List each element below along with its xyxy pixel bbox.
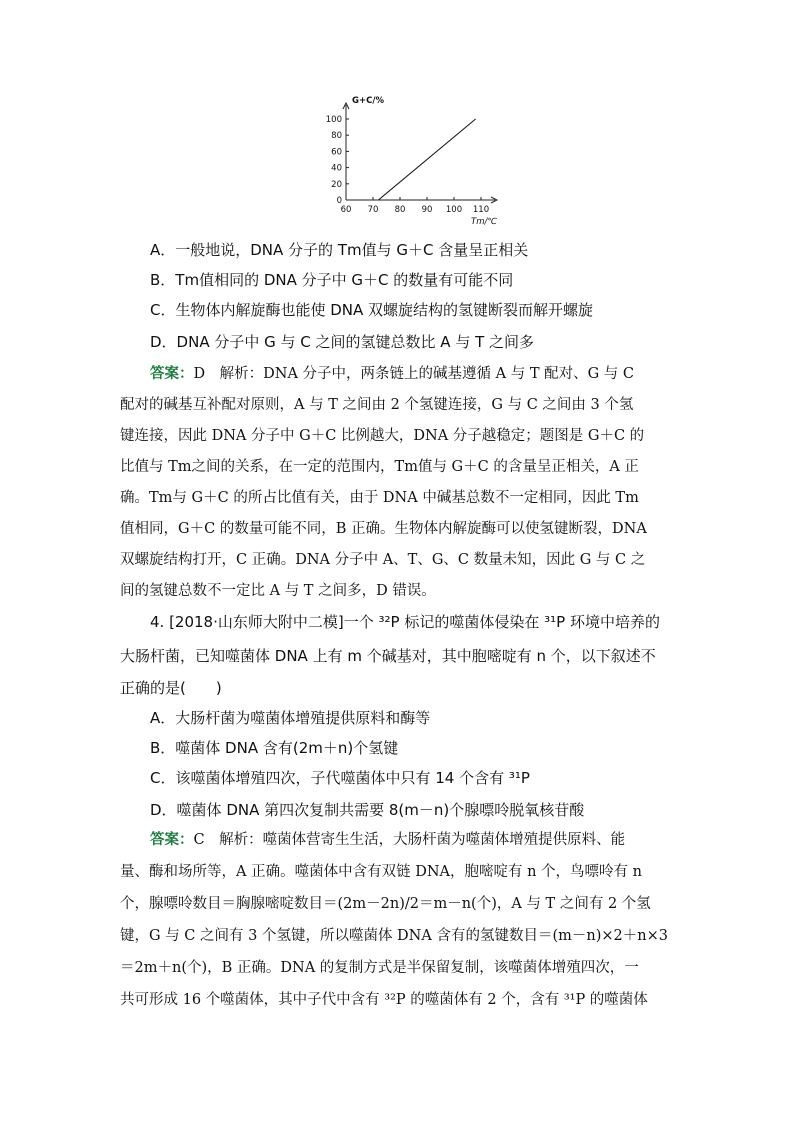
- q4-answer-line-6: 共可形成 16 个噬菌体，其中子代中含有 ³²P 的噬菌体有 2 个，含有 ³¹P 的噬菌体: [120, 992, 648, 1008]
- series-line: [378, 119, 475, 200]
- answer-text: D 解析：DNA 分子中，两条链上的碱基遵循 A 与 T 配对、G 与 C: [193, 366, 634, 382]
- x-tick-label: 60: [340, 205, 352, 215]
- tm-gc-chart: [318, 92, 508, 232]
- q4-answer-line-5: ＝2m＋n(个)，B 正确。DNA 的复制方式是半保留复制，该噬菌体增殖四次，一: [120, 960, 639, 976]
- y-tick-label: 60: [331, 147, 342, 158]
- q3-answer-line-4: 比值与 Tm之间的关系，在一定的范围内，Tm值与 G＋C 的含量呈正相关，A 正: [120, 459, 639, 475]
- q4-option-a: A．大肠杆菌为噬菌体增殖提供原料和酶等: [150, 709, 431, 727]
- q3-answer-line-1: [150, 364, 634, 384]
- q4-answer-line-3: 个，腺嘌呤数目＝胸腺嘧啶数目＝(2m－2n)/2＝m－n(个)，A 与 T 之间有 2 个氢: [120, 896, 651, 912]
- q4-stem-line-2: 大肠杆菌，已知噬菌体 DNA 上有 m 个碱基对，其中胞嘧啶有 n 个，以下叙述不: [120, 647, 656, 665]
- y-tick-label: 20: [331, 179, 342, 190]
- answer-text: C 解析：噬菌体营寄生生活，大肠杆菌为噬菌体增殖提供原料、能: [193, 832, 626, 848]
- y-axis-label: G+C/%: [352, 96, 384, 106]
- q3-option-d: D．DNA 分子中 G 与 C 之间的氢键总数比 A 与 T 之间多: [150, 333, 535, 351]
- q3-answer-line-6: 值相同，G＋C 的数量可能不同，B 正确。生物体内解旋酶可以使氢键断裂，DNA: [120, 521, 647, 537]
- q4-option-b: B．噬菌体 DNA 含有(2m＋n)个氢键: [150, 739, 399, 757]
- q3-answer-line-2: 配对的碱基互补配对原则，A 与 T 之间由 2 个氢键连接，G 与 C 之间由 3 个氢: [120, 397, 634, 413]
- q4-answer-line-1: [150, 830, 625, 850]
- x-tick-label: 90: [421, 205, 433, 215]
- q3-answer-line-7: 双螺旋结构打开，C 正确。DNA 分子中 A、T、G、C 数量未知，因此 G 与 C 之: [120, 552, 646, 568]
- y-tick-label: 40: [331, 163, 342, 174]
- q3-option-a: A．一般地说，DNA 分子的 Tm值与 G＋C 含量呈正相关: [150, 241, 529, 259]
- q3-answer-line-8: 间的氢键总数不一定比 A 与 T 之间多，D 错误。: [120, 583, 436, 599]
- q4-answer-line-2: 量、酶和场所等，A 正确。噬菌体中含有双链 DNA，胞嘧啶有 n 个，鸟嘌呤有 n: [120, 864, 642, 880]
- q4-answer-line-4: 键，G 与 C 之间有 3 个氢键，所以噬菌体 DNA 含有的氢键数目＝(m－n)×2＋n×3: [120, 928, 668, 944]
- q4-option-c: C．该噬菌体增殖四次，子代噬菌体中只有 14 个含有 ³¹P: [150, 769, 530, 787]
- x-tick-label: 80: [394, 205, 406, 215]
- q3-answer-line-5: 确。Tm与 G＋C 的所占比值有关，由于 DNA 中碱基总数不一定相同，因此 Tm: [120, 490, 639, 506]
- y-tick-label: 100: [325, 115, 342, 125]
- answer-label: 答案：: [150, 832, 194, 848]
- q3-option-c: C．生物体内解旋酶也能使 DNA 双螺旋结构的氢键断裂而解开螺旋: [150, 301, 594, 319]
- q3-option-b: B．Tm值相同的 DNA 分子中 G＋C 的数量有可能不同: [150, 271, 514, 289]
- q3-answer-line-3: 键连接，因此 DNA 分子中 G＋C 比例越大，DNA 分子越稳定；题图是 G＋C 的: [120, 428, 645, 444]
- x-tick-label: 110: [472, 205, 490, 215]
- x-tick-label: 100: [445, 205, 463, 215]
- x-axis-label: Tm/℃: [471, 217, 497, 227]
- x-tick-label: 70: [367, 205, 379, 215]
- q4-stem-line-3: 正确的是( ): [120, 679, 222, 697]
- q4-option-d: D．噬菌体 DNA 第四次复制共需要 8(m－n)个腺嘌呤脱氧核苷酸: [150, 801, 585, 819]
- q4-stem-line-1: 4. [2018·山东师大附中二模]一个 ³²P 标记的噬菌体侵染在 ³¹P 环境中培养的: [150, 613, 660, 631]
- y-tick-label: 0: [336, 196, 342, 206]
- y-tick-label: 80: [331, 131, 342, 142]
- answer-label: 答案：: [150, 366, 194, 382]
